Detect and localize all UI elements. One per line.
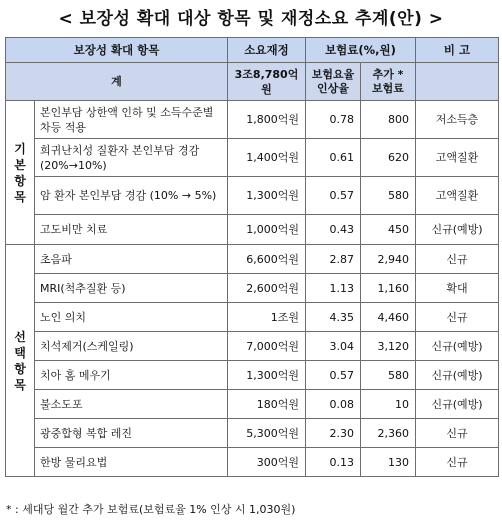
header-cost: 소요재정 [228,38,306,63]
rate-cell: 1.13 [306,274,361,303]
item-cell: 본인부담 상한액 인하 및 소득수준별 차등 적용 [35,101,228,139]
item-cell: 노인 의치 [35,303,228,332]
header-premium: 보험료(%,원) [306,38,416,63]
cost-cell: 1,400억원 [228,139,306,177]
cost-cell: 5,300억원 [228,419,306,448]
group-label: 기 본 항 목 [6,101,35,245]
table-row [6,303,499,332]
item-cell: 고도비만 치료 [35,215,228,245]
add-cell: 580 [361,177,416,215]
note-cell: 신규 [416,245,499,274]
rate-cell: 0.13 [306,448,361,477]
page-title: < 보장성 확대 대상 항목 및 재정소요 추계(안) > [58,9,444,29]
cost-cell: 1,300억원 [228,177,306,215]
cost-cell: 6,600억원 [228,245,306,274]
header-item: 보장성 확대 항목 [6,38,228,63]
rate-cell: 4.35 [306,303,361,332]
add-cell: 580 [361,361,416,390]
item-cell: 희귀난치성 질환자 본인부담 경감 (20%→10%) [35,139,228,177]
add-cell: 10 [361,390,416,419]
coverage-table [5,37,499,477]
cost-cell: 1,800억원 [228,101,306,139]
add-cell: 800 [361,101,416,139]
table-row [6,215,499,245]
rate-cell: 0.57 [306,177,361,215]
note-cell: 신규 [416,448,499,477]
note-cell: 신규 [416,419,499,448]
rate-cell: 0.43 [306,215,361,245]
table-row [6,448,499,477]
header-note: 비 고 [416,38,499,63]
rate-cell: 0.61 [306,139,361,177]
add-cell: 3,120 [361,332,416,361]
table-row [6,390,499,419]
table-row [6,177,499,215]
item-cell: 암 환자 본인부담 경감 (10% → 5%) [35,177,228,215]
table-row [6,274,499,303]
cost-cell: 180억원 [228,390,306,419]
total-label: 계 [6,63,228,101]
add-cell: 620 [361,139,416,177]
item-cell: 불소도포 [35,390,228,419]
cost-cell: 1조원 [228,303,306,332]
note-cell: 신규(예방) [416,390,499,419]
item-cell: MRI(척추질환 등) [35,274,228,303]
table-row [6,361,499,390]
cost-cell: 1,300억원 [228,361,306,390]
rate-cell: 0.78 [306,101,361,139]
total-cost: 3조8,780억원 [228,63,306,101]
add-cell: 2,940 [361,245,416,274]
item-cell: 초음파 [35,245,228,274]
add-cell: 1,160 [361,274,416,303]
cost-cell: 7,000억원 [228,332,306,361]
item-cell: 치석제거(스케일링) [35,332,228,361]
total-note [416,63,499,101]
note-cell: 저소득층 [416,101,499,139]
rate-cell: 0.57 [306,361,361,390]
item-cell: 치아 홈 메우기 [35,361,228,390]
rate-cell: 2.87 [306,245,361,274]
total-rate-label: 보험요율 인상율 [306,63,361,101]
cost-cell: 1,000억원 [228,215,306,245]
total-add-label: 추가 * 보험료 [361,63,416,101]
add-cell: 130 [361,448,416,477]
total-row [6,63,499,101]
add-cell: 450 [361,215,416,245]
header-row [6,38,499,63]
add-cell: 2,360 [361,419,416,448]
table-row [6,419,499,448]
footnote: * : 세대당 월간 추가 보험료(보험료율 1% 인상 시 1,030원) [6,503,296,516]
note-cell: 신규 [416,303,499,332]
rate-cell: 3.04 [306,332,361,361]
cost-cell: 300억원 [228,448,306,477]
note-cell: 확대 [416,274,499,303]
rate-cell: 0.08 [306,390,361,419]
add-cell: 4,460 [361,303,416,332]
rate-cell: 2.30 [306,419,361,448]
table-row [6,101,499,139]
cost-cell: 2,600억원 [228,274,306,303]
item-cell: 광중합형 복합 레진 [35,419,228,448]
note-cell: 고액질환 [416,177,499,215]
table-row [6,139,499,177]
table-row [6,332,499,361]
item-cell: 한방 물리요법 [35,448,228,477]
note-cell: 신규(예방) [416,332,499,361]
note-cell: 신규(예방) [416,361,499,390]
note-cell: 고액질환 [416,139,499,177]
group-label: 선 택 항 목 [6,245,35,477]
note-cell: 신규(예방) [416,215,499,245]
table-row [6,245,499,274]
